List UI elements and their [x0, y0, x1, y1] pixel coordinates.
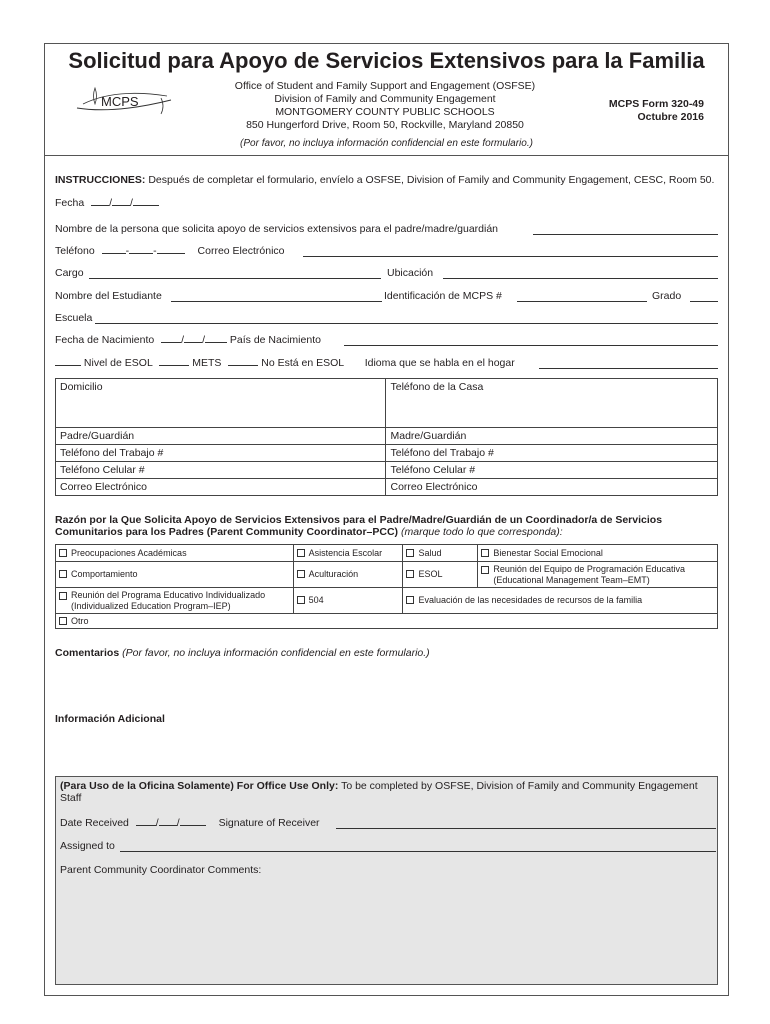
form-date: Octubre 2016 [637, 111, 704, 123]
reason-label: Aculturación [308, 569, 359, 579]
date-received-row: Date Received / / Signature of Receiver [60, 817, 320, 829]
esol-level-label: Nivel de ESOL [83, 357, 153, 369]
reason-label: Asistencia Escolar [308, 547, 383, 558]
home-language-field[interactable] [539, 358, 718, 369]
phone-line-blank[interactable] [157, 245, 185, 254]
checkbox[interactable] [297, 549, 305, 557]
reason-other[interactable] [56, 614, 718, 629]
grade-field[interactable] [690, 291, 718, 302]
contact-table [55, 378, 718, 496]
privacy-note: (Por favor, no incluya información confidencial en este formulario.) [240, 138, 533, 149]
no-esol-label: No Está en ESOL [261, 357, 344, 369]
reason-behavior[interactable] [56, 562, 294, 588]
assigned-field[interactable] [120, 841, 716, 852]
birth-day-blank[interactable] [184, 334, 202, 343]
reason-label: Otro [71, 615, 89, 626]
date-label: Fecha [55, 197, 85, 209]
office-address [205, 80, 565, 132]
pcc-comments-label: Parent Community Coordinator Comments: [60, 864, 262, 876]
mcps-logo [75, 78, 175, 118]
checkbox[interactable] [297, 570, 305, 578]
checkbox[interactable] [481, 549, 489, 557]
language-label: Idioma que se habla en el hogar [364, 357, 515, 369]
reason-emt[interactable] [478, 562, 718, 588]
received-month-blank[interactable] [136, 817, 156, 826]
signature-field[interactable] [336, 818, 716, 829]
school-field[interactable] [95, 313, 718, 324]
comments-row [55, 647, 718, 659]
mcps-id-field[interactable] [517, 291, 647, 302]
birthdate-label: Fecha de Nacimiento [55, 334, 155, 346]
checkbox[interactable] [59, 570, 67, 578]
additional-label: Información Adicional [55, 713, 165, 725]
checkbox[interactable] [59, 617, 67, 625]
grade-label: Grado [652, 290, 682, 302]
mother-guardian-cell[interactable]: Madre/Guardián [386, 428, 718, 445]
reason-label: Preocupaciones Académicas [71, 547, 187, 558]
form-number-block [609, 98, 704, 124]
checkbox[interactable] [406, 549, 414, 557]
assigned-label: Assigned to [60, 840, 115, 852]
date-year-blank[interactable] [133, 197, 159, 206]
email-field[interactable] [303, 246, 718, 257]
reason-label: ESOL [418, 569, 443, 579]
birth-year-blank[interactable] [205, 334, 227, 343]
form-header [45, 44, 728, 156]
home-phone-cell[interactable]: Teléfono de la Casa [386, 379, 718, 428]
reason-label: Reunión del Programa Educativo Individualizado (Individualized Education Program–IEP) [71, 589, 266, 611]
checkbox[interactable] [481, 566, 489, 574]
reason-academic[interactable] [56, 545, 294, 562]
reasons-heading-text: Razón por la Que Solicita Apoyo de Servicios Extensivos para el Padre/Madre/Guardián de un Coordinador/a de Servicios Comunitarios para los Padres (Parent Community Coordinator–PCC) [55, 514, 663, 538]
comments-note: (Por favor, no incluya información confidencial en este formulario.) [122, 647, 430, 659]
reason-attendance[interactable] [293, 545, 403, 562]
office-use-box [55, 776, 718, 985]
location-field[interactable] [443, 268, 718, 279]
country-field[interactable] [344, 335, 718, 346]
no-esol-blank[interactable] [228, 357, 258, 366]
reason-wellbeing[interactable] [478, 545, 718, 562]
office-line: MONTGOMERY COUNTY PUBLIC SCHOOLS [275, 106, 495, 118]
email-label: Correo Electrónico [197, 245, 285, 257]
mets-blank[interactable] [159, 357, 189, 366]
student-label: Nombre del Estudiante [55, 290, 162, 302]
office-line: Division of Family and Community Engagement [274, 93, 496, 105]
instructions [55, 174, 718, 186]
cell-phone-cell[interactable]: Teléfono Celular # [56, 462, 386, 479]
reason-esol[interactable] [403, 562, 478, 588]
checkbox[interactable] [406, 570, 414, 578]
reason-label: Reunión del Equipo de Programación Educativa (Educational Management Team–EMT) [493, 563, 685, 585]
work-phone-cell[interactable]: Teléfono del Trabajo # [386, 445, 718, 462]
reason-label: Salud [418, 547, 442, 558]
signature-label: Signature of Receiver [218, 817, 320, 829]
form-number: MCPS Form 320-49 [608, 98, 704, 110]
mets-label: METS [192, 357, 222, 369]
reason-label: Bienestar Social Emocional [493, 547, 603, 558]
checkbox[interactable] [297, 596, 305, 604]
office-line: 850 Hungerford Drive, Room 50, Rockville, Maryland 20850 [246, 119, 524, 131]
cell-phone-cell[interactable]: Teléfono Celular # [386, 462, 718, 479]
phone-area-blank[interactable] [102, 245, 126, 254]
received-day-blank[interactable] [159, 817, 177, 826]
country-label: País de Nacimiento [229, 334, 321, 346]
email-cell[interactable]: Correo Electrónico [386, 479, 718, 496]
date-month-blank[interactable] [91, 197, 109, 206]
position-field[interactable] [89, 268, 381, 279]
checkbox[interactable] [59, 549, 67, 557]
reason-label: Comportamiento [71, 569, 138, 579]
reason-label: Evaluación de las necesidades de recursos de la familia [418, 595, 643, 605]
office-use-label: (Para Uso de la Oficina Solamente) For Office Use Only: [60, 780, 339, 792]
phone-label: Teléfono [55, 245, 95, 257]
birth-month-blank[interactable] [161, 334, 181, 343]
date-row: Fecha / / [55, 197, 718, 209]
phone-email-row: Teléfono - - Correo Electrónico [55, 245, 285, 257]
position-label: Cargo [55, 267, 84, 279]
address-cell[interactable]: Domicilio [56, 379, 386, 428]
work-phone-cell[interactable]: Teléfono del Trabajo # [56, 445, 386, 462]
instructions-text: Después de completar el formulario, envíelo a OSFSE, Division of Family and Community Engagement, CESC, Room 50. [148, 174, 715, 186]
reason-family-needs[interactable] [403, 588, 718, 614]
email-cell[interactable]: Correo Electrónico [56, 479, 386, 496]
student-field[interactable] [171, 291, 382, 302]
pcc-comments-row [60, 864, 711, 876]
requester-label: Nombre de la persona que solicita apoyo de servicios extensivos para el padre/madre/guardián [55, 223, 499, 235]
additional-row [55, 713, 718, 725]
requester-field[interactable] [533, 224, 718, 235]
reasons-heading-note: (marque todo lo que corresponda): [400, 526, 563, 538]
mcps-id-label: Identificación de MCPS # [384, 290, 502, 302]
reason-label: 504 [308, 595, 324, 605]
reason-health[interactable] [403, 545, 478, 562]
checkbox[interactable] [59, 592, 67, 600]
school-label: Escuela [55, 312, 93, 324]
office-use-header [60, 780, 711, 804]
checkbox[interactable] [406, 596, 414, 604]
form-frame [44, 43, 729, 996]
father-guardian-cell[interactable]: Padre/Guardián [56, 428, 386, 445]
birth-row: Fecha de Nacimiento / / País de Nacimiento [55, 334, 321, 346]
logo-text: MCPS [101, 94, 139, 109]
esol-level-blank[interactable] [55, 357, 81, 366]
location-label: Ubicación [387, 267, 434, 279]
reason-iep[interactable] [56, 588, 294, 614]
office-line: Office of Student and Family Support and Engagement (OSFSE) [234, 80, 536, 92]
date-day-blank[interactable] [112, 197, 130, 206]
received-year-blank[interactable] [180, 817, 206, 826]
phone-prefix-blank[interactable] [129, 245, 153, 254]
reasons-table [55, 544, 718, 629]
reason-504[interactable] [293, 588, 403, 614]
date-received-label: Date Received [60, 817, 129, 829]
reasons-heading [55, 514, 718, 538]
instructions-label: INSTRUCCIONES: [55, 174, 146, 186]
reason-acculturation[interactable] [293, 562, 403, 588]
form-title: Solicitud para Apoyo de Servicios Extensivos para la Familia [68, 48, 705, 73]
comments-label: Comentarios [55, 647, 120, 659]
office-use-text: To be completed by OSFSE, Division of Family and Community Engagement Staff [60, 780, 698, 804]
